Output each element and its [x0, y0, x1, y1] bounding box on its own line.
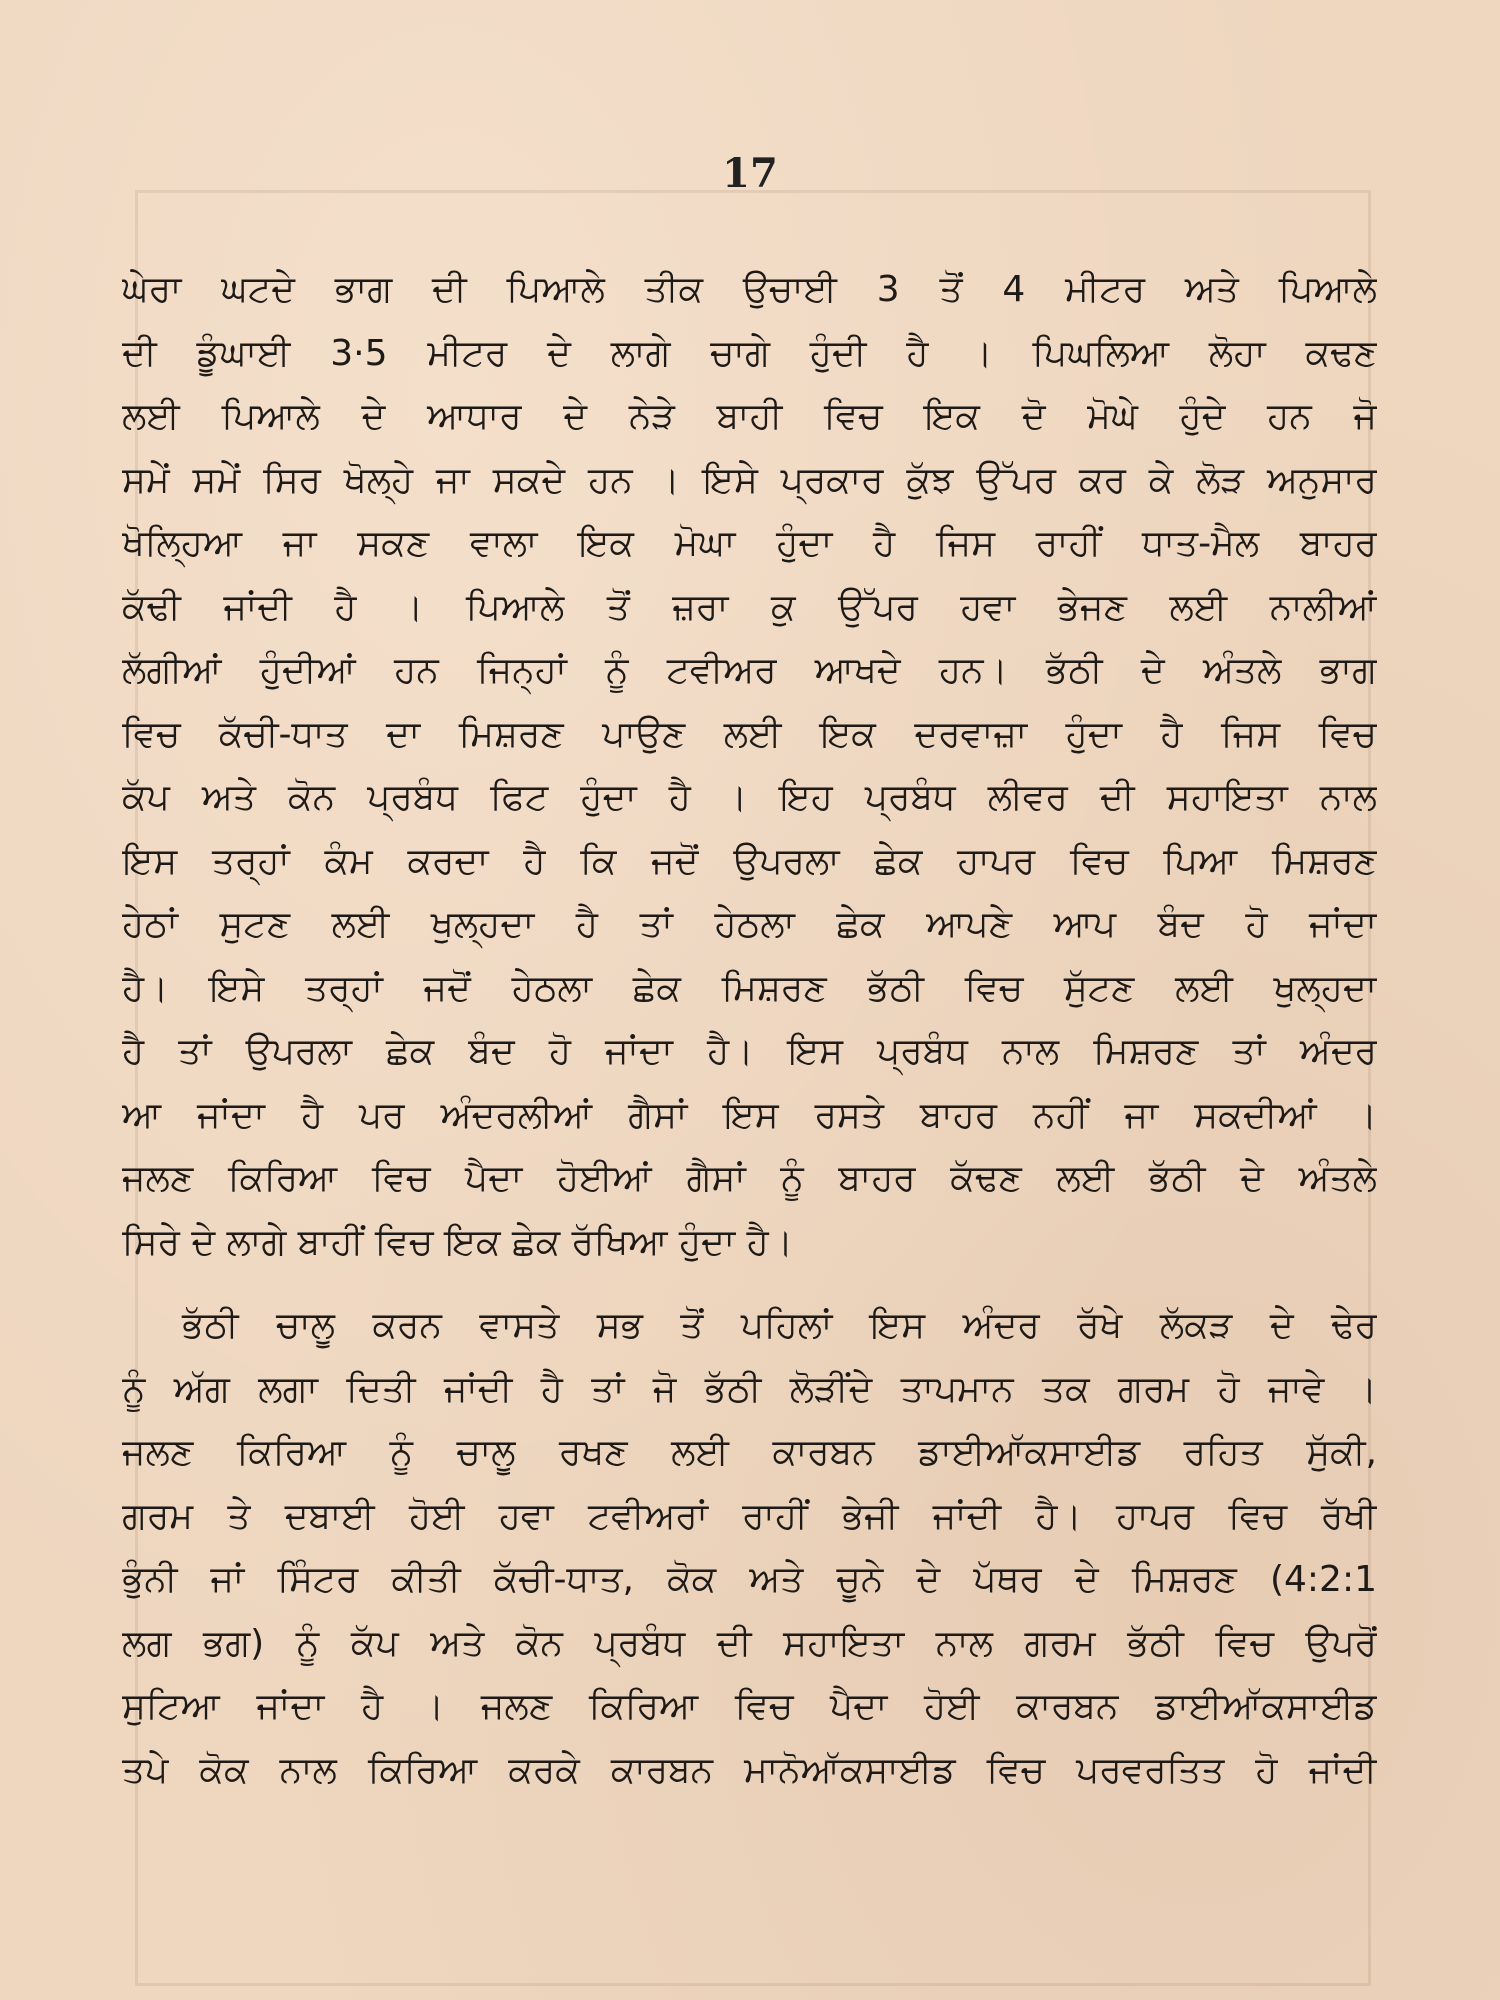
text-line: ਹੇਠਾਂ ਸੁਟਣ ਲਈ ਖੁਲ੍ਹਦਾ ਹੈ ਤਾਂ ਹੇਠਲਾ ਛੇਕ ਆਪਣੇ ਆਪ ਬੰਦ ਹੋ ਜਾਂਦਾ — [122, 904, 1377, 945]
text-line: ਲਈ ਪਿਆਲੇ ਦੇ ਆਧਾਰ ਦੇ ਨੇੜੇ ਬਾਹੀ ਵਿਚ ਇਕ ਦੋ ਮੋਘੇ ਹੁੰਦੇ ਹਨ ਜੋ — [122, 396, 1377, 437]
text-line: ਹੈ ਤਾਂ ਉਪਰਲਾ ਛੇਕ ਬੰਦ ਹੋ ਜਾਂਦਾ ਹੈ। ਇਸ ਪ੍ਰਬੰਧ ਨਾਲ ਮਿਸ਼ਰਣ ਤਾਂ ਅੰਦਰ — [122, 1031, 1377, 1072]
text-line: ਘੇਰਾ ਘਟਦੇ ਭਾਗ ਦੀ ਪਿਆਲੇ ਤੀਕ ਉਚਾਈ 3 ਤੋਂ 4 ਮੀਟਰ ਅਤੇ ਪਿਆਲੇ — [122, 269, 1377, 310]
text-line: ਗਰਮ ਤੇ ਦਬਾਈ ਹੋਈ ਹਵਾ ਟਵੀਅਰਾਂ ਰਾਹੀਂ ਭੇਜੀ ਜਾਂਦੀ ਹੈ। ਹਾਪਰ ਵਿਚ ਰੱਖੀ — [122, 1495, 1377, 1537]
text-line: ਆ ਜਾਂਦਾ ਹੈ ਪਰ ਅੰਦਰਲੀਆਂ ਗੈਸਾਂ ਇਸ ਰਸਤੇ ਬਾਹਰ ਨਹੀਂ ਜਾ ਸਕਦੀਆਂ । — [122, 1094, 1377, 1136]
paragraph — [122, 258, 1377, 1274]
text-line: ਜਲਣ ਕਿਰਿਆ ਵਿਚ ਪੈਦਾ ਹੋਈਆਂ ਗੈਸਾਂ ਨੂੰ ਬਾਹਰ ਕੱਢਣ ਲਈ ਭੱਠੀ ਦੇ ਅੰਤਲੇ — [122, 1158, 1377, 1199]
text-line: ਵਿਚ ਕੱਚੀ-ਧਾਤ ਦਾ ਮਿਸ਼ਰਣ ਪਾਉਣ ਲਈ ਇਕ ਦਰਵਾਜ਼ਾ ਹੁੰਦਾ ਹੈ ਜਿਸ ਵਿਚ — [122, 713, 1377, 755]
paragraph — [122, 1294, 1377, 1802]
text-line: ਹੈ। ਇਸੇ ਤਰ੍ਹਾਂ ਜਦੋਂ ਹੇਠਲਾ ਛੇਕ ਮਿਸ਼ਰਣ ਭੱਠੀ ਵਿਚ ਸੁੱਟਣ ਲਈ ਖੁਲ੍ਹਦਾ — [122, 967, 1377, 1009]
text-line: ਦੀ ਡੂੰਘਾਈ 3·5 ਮੀਟਰ ਦੇ ਲਾਗੇ ਚਾਗੇ ਹੁੰਦੀ ਹੈ । ਪਿਘਲਿਆ ਲੋਹਾ ਕਢਣ — [122, 332, 1377, 374]
text-line: ਨੂੰ ਅੱਗ ਲਗਾ ਦਿਤੀ ਜਾਂਦੀ ਹੈ ਤਾਂ ਜੋ ਭੱਠੀ ਲੋੜੀਂਦੇ ਤਾਪਮਾਨ ਤਕ ਗਰਮ ਹੋ ਜਾਵੇ । — [122, 1368, 1377, 1410]
text-line: ਲੱਗੀਆਂ ਹੁੰਦੀਆਂ ਹਨ ਜਿਨ੍ਹਾਂ ਨੂੰ ਟਵੀਅਰ ਆਖਦੇ ਹਨ। ਭੱਠੀ ਦੇ ਅੰਤਲੇ ਭਾਗ — [122, 650, 1377, 691]
text-line: ਖੋਲ੍ਹਿਆ ਜਾ ਸਕਣ ਵਾਲਾ ਇਕ ਮੋਘਾ ਹੁੰਦਾ ਹੈ ਜਿਸ ਰਾਹੀਂ ਧਾਤ-ਮੈਲ ਬਾਹਰ — [122, 523, 1377, 564]
text-line: ਕੱਪ ਅਤੇ ਕੋਨ ਪ੍ਰਬੰਧ ਫਿਟ ਹੁੰਦਾ ਹੈ । ਇਹ ਪ੍ਰਬੰਧ ਲੀਵਰ ਦੀ ਸਹਾਇਤਾ ਨਾਲ — [122, 777, 1377, 818]
text-line: ਸਿਰੇ ਦੇ ਲਾਗੇ ਬਾਹੀਂ ਵਿਚ ਇਕ ਛੇਕ ਰੱਖਿਆ ਹੁੰਦਾ ਹੈ। — [122, 1221, 793, 1263]
text-line: ਲਗ ਭਗ) ਨੂੰ ਕੱਪ ਅਤੇ ਕੋਨ ਪ੍ਰਬੰਧ ਦੀ ਸਹਾਇਤਾ ਨਾਲ ਗਰਮ ਭੱਠੀ ਵਿਚ ਉਪਰੋਂ — [122, 1622, 1377, 1664]
text-line: ਤਪੇ ਕੋਕ ਨਾਲ ਕਿਰਿਆ ਕਰਕੇ ਕਾਰਬਨ ਮਾਨੋਆੱਕਸਾਈਡ ਵਿਚ ਪਰਵਰਤਿਤ ਹੋ ਜਾਂਦੀ — [122, 1749, 1377, 1791]
text-line: ਕੱਢੀ ਜਾਂਦੀ ਹੈ । ਪਿਆਲੇ ਤੋਂ ਜ਼ਰਾ ਕੁ ਉੱਪਰ ਹਵਾ ਭੇਜਣ ਲਈ ਨਾਲੀਆਂ — [122, 586, 1377, 628]
text-line: ਭੁੰਨੀ ਜਾਂ ਸਿੰਟਰ ਕੀਤੀ ਕੱਚੀ-ਧਾਤ, ਕੋਕ ਅਤੇ ਚੂਨੇ ਦੇ ਪੱਥਰ ਦੇ ਮਿਸ਼ਰਣ (4:2:1 — [122, 1559, 1377, 1600]
text-line: ਇਸ ਤਰ੍ਹਾਂ ਕੰਮ ਕਰਦਾ ਹੈ ਕਿ ਜਦੋਂ ਉਪਰਲਾ ਛੇਕ ਹਾਪਰ ਵਿਚ ਪਿਆ ਮਿਸ਼ਰਣ — [122, 840, 1377, 882]
page-number: 17 — [722, 150, 778, 197]
text-line: ਸਮੇਂ ਸਮੇਂ ਸਿਰ ਖੋਲ੍ਹੇ ਜਾ ਸਕਦੇ ਹਨ । ਇਸੇ ਪ੍ਰਕਾਰ ਕੁੱਝ ਉੱਪਰ ਕਰ ਕੇ ਲੋੜ ਅਨੁਸਾਰ — [122, 459, 1377, 501]
text-line: ਸੁਟਿਆ ਜਾਂਦਾ ਹੈ । ਜਲਣ ਕਿਰਿਆ ਵਿਚ ਪੈਦਾ ਹੋਈ ਕਾਰਬਨ ਡਾਈਆੱਕਸਾਈਡ — [122, 1686, 1377, 1727]
text-line: ਜਲਣ ਕਿਰਿਆ ਨੂੰ ਚਾਲੂ ਰਖਣ ਲਈ ਕਾਰਬਨ ਡਾਈਆੱਕਸਾਈਡ ਰਹਿਤ ਸੁੱਕੀ, — [122, 1432, 1377, 1473]
body-text — [122, 258, 1377, 1802]
text-line: ਭੱਠੀ ਚਾਲੂ ਕਰਨ ਵਾਸਤੇ ਸਭ ਤੋਂ ਪਹਿਲਾਂ ਇਸ ਅੰਦਰ ਰੱਖੇ ਲੱਕੜ ਦੇ ਢੇਰ — [182, 1305, 1377, 1346]
